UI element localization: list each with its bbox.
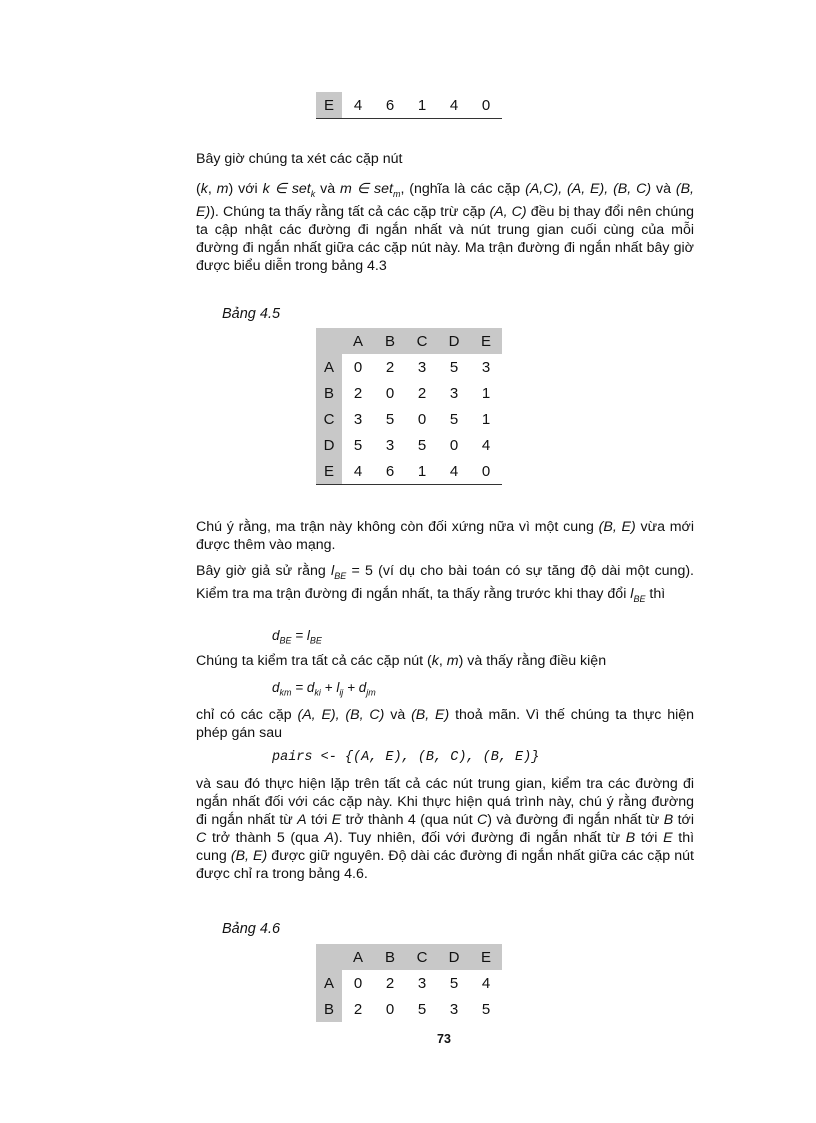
row-header: C — [316, 406, 342, 432]
cell: 4 — [342, 92, 374, 119]
table-row — [316, 996, 502, 1022]
row-header: E — [316, 92, 342, 119]
table-row — [316, 406, 502, 432]
column-header: E — [470, 944, 502, 970]
formula-d-equals-l: $d_{BE} = l_{BE}$ — [272, 628, 322, 646]
cell: 1 — [406, 92, 438, 119]
row-header: E — [316, 458, 342, 485]
column-header: A — [342, 328, 374, 354]
cell: 0 — [449, 436, 459, 454]
cell: 5 — [385, 410, 395, 428]
row-header: A — [316, 354, 342, 380]
cell: 1 — [406, 458, 438, 485]
cell: 0 — [385, 1000, 395, 1018]
cell: 3 — [385, 436, 395, 454]
cell: 6 — [374, 458, 406, 485]
row-header: B — [316, 380, 342, 406]
paragraph-intro: Bây giờ chúng ta xét các cặp nút — [196, 151, 403, 167]
top-table-fragment — [316, 92, 502, 119]
cell: 3 — [449, 384, 459, 402]
table-row — [316, 432, 502, 458]
cell: 3 — [449, 1000, 459, 1018]
cell: 5 — [449, 974, 459, 992]
cell: 5 — [417, 1000, 427, 1018]
formula-condition: $d_{km} = d_{ki} + l_{ij} + d_{jm}$ — [272, 680, 376, 698]
cell: 6 — [374, 92, 406, 119]
column-header: A — [342, 944, 374, 970]
row-header: D — [316, 432, 342, 458]
cell: 4 — [481, 436, 491, 454]
code-assignment: pairs <- {(A, E), (B, C), (B, E)} — [272, 750, 540, 765]
cell: 3 — [481, 358, 491, 376]
cell: 4 — [342, 458, 374, 485]
cell: 0 — [417, 410, 427, 428]
row-header: A — [316, 970, 342, 996]
table-row — [316, 380, 502, 406]
column-header: E — [470, 328, 502, 354]
cell: 5 — [353, 436, 363, 454]
cell: 3 — [353, 410, 363, 428]
cell: 4 — [438, 458, 470, 485]
paragraph-iteration: và sau đó thực hiện lặp trên tất cả các nút trung gian, kiểm tra các đường đi ngắn nhất đối với các cặp này. Khi thực hiện quá trình này, chú ý rằng đường đi ngắn nhất từ A tới E trở thành 4 (qua nút C) và đường đi ngắn nhất từ B tới C trở thành 5 (qua A). Tuy nhiên, đối với đường đi ngắn nhất từ B tới E thì cung (B, E) được giữ nguyên. Độ dài các đường đi ngắn nhất giữa các cặp nút được chỉ ra trong bảng 4.6. — [196, 776, 695, 882]
row-header: B — [316, 996, 342, 1022]
cell: 2 — [385, 358, 395, 376]
table-row — [316, 92, 502, 119]
cell: 0 — [385, 384, 395, 402]
cell: 5 — [481, 1000, 491, 1018]
cell: 5 — [449, 358, 459, 376]
table-caption: Bảng 4.6 — [222, 921, 281, 937]
cell: 4 — [481, 974, 491, 992]
cell: 1 — [481, 384, 491, 402]
column-header: C — [406, 944, 438, 970]
table-header-row — [316, 328, 502, 354]
table-row — [316, 458, 502, 485]
table-row — [316, 354, 502, 380]
cell: 1 — [481, 410, 491, 428]
table-caption: Bảng 4.5 — [222, 306, 281, 322]
distance-table-4-6 — [316, 944, 502, 1022]
table-row — [316, 970, 502, 996]
corner-cell — [316, 328, 342, 354]
column-header: C — [406, 328, 438, 354]
paragraph-pairs: (k, m) với k ∈ set$_k$ và m ∈ set$_m$, (nghĩa là các cặp (A,C), (A, E), (B, C) và (B, E)). Chúng ta thấy rằng tất cả các cặp trừ cặp (A, C) đều bị thay đổi nên chúng ta cập nhật các đường đi ngắn nhất và nút trung gian cuối cùng của mỗi đường đi ngắn nhất giữa các cặp nút này. Ma trận đường đi ngắn nhất bây giờ được biểu diễn trong bảng 4.3 — [196, 181, 694, 274]
cell: 0 — [470, 458, 502, 485]
column-header: D — [438, 944, 470, 970]
cell: 0 — [470, 92, 502, 119]
cell: 5 — [417, 436, 427, 454]
cell: 0 — [353, 358, 363, 376]
cell: 3 — [417, 974, 427, 992]
corner-cell — [316, 944, 342, 970]
paragraph-only-pairs: chỉ có các cặp (A, E), (B, C) và (B, E) thoả mãn. Vì thế chúng ta thực hiện phép gán sau — [196, 707, 695, 741]
column-header: B — [374, 944, 406, 970]
cell: 4 — [438, 92, 470, 119]
cell: 0 — [353, 974, 363, 992]
distance-table-4-5 — [316, 328, 502, 485]
paragraph-suppose: Bây giờ giả sử rằng $l_{BE} = 5$ (ví dụ cho bài toán có sự tăng độ dài một cung). Kiểm tra ma trận đường đi ngắn nhất, ta thấy rằng trước khi thay đổi $l_{BE}$ thì — [196, 563, 694, 604]
paragraph-check-pairs: Chúng ta kiểm tra tất cả các cặp nút (k, m) và thấy rằng điều kiện — [196, 653, 607, 669]
cell: 3 — [417, 358, 427, 376]
column-header: D — [438, 328, 470, 354]
paragraph-asymmetry: Chú ý rằng, ma trận này không còn đối xứng nữa vì một cung (B, E) vừa mới được thêm vào mạng. — [196, 519, 694, 553]
page-number: 73 — [437, 1032, 451, 1046]
cell: 2 — [353, 384, 363, 402]
table-header-row — [316, 944, 502, 970]
cell: 2 — [385, 974, 395, 992]
cell: 2 — [417, 384, 427, 402]
cell: 2 — [353, 1000, 363, 1018]
cell: 5 — [449, 410, 459, 428]
column-header: B — [374, 328, 406, 354]
